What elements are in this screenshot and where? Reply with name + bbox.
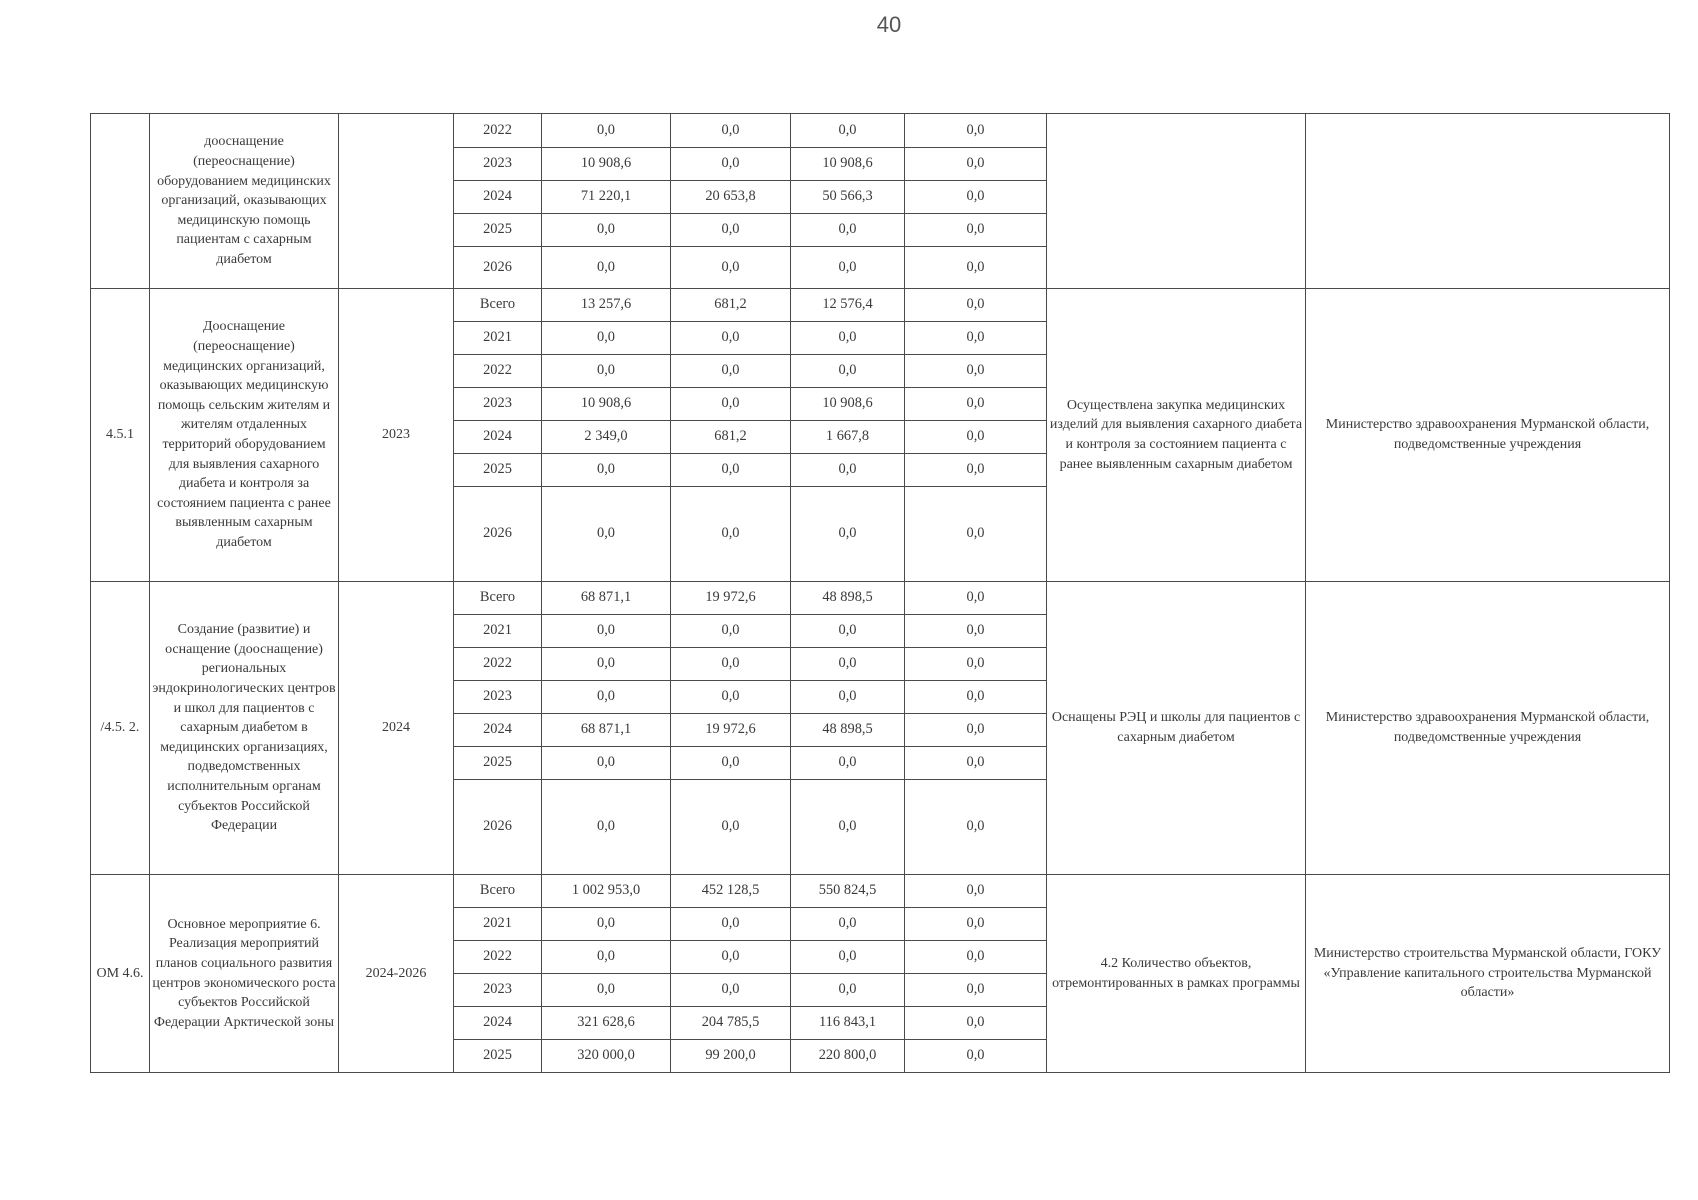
total-cell: 1 002 953,0 [542,875,671,908]
page-number: 40 [876,12,902,37]
activity-period: 2024-2026 [339,875,454,1073]
other-cell: 0,0 [905,780,1047,875]
activity-executor: Министерство здравоохранения Мурманской области, подведомственные учреждения [1306,289,1670,582]
year-cell: Всего [454,582,542,615]
year-cell: 2024 [454,181,542,214]
table-row [91,582,1670,615]
federal-cell: 681,2 [671,421,791,454]
year-cell: 2025 [454,747,542,780]
regional-cell: 48 898,5 [791,714,905,747]
other-cell: 0,0 [905,1040,1047,1073]
total-cell: 321 628,6 [542,1007,671,1040]
total-cell: 0,0 [542,114,671,148]
regional-cell: 116 843,1 [791,1007,905,1040]
activity-period [339,114,454,289]
other-cell: 0,0 [905,214,1047,247]
year-cell: 2021 [454,615,542,648]
federal-cell: 204 785,5 [671,1007,791,1040]
activity-number: ОМ 4.6. [91,875,150,1073]
federal-cell: 19 972,6 [671,582,791,615]
table-row [91,114,1670,148]
total-cell: 0,0 [542,747,671,780]
total-cell: 0,0 [542,941,671,974]
federal-cell: 0,0 [671,322,791,355]
other-cell: 0,0 [905,908,1047,941]
total-cell: 0,0 [542,487,671,582]
federal-cell: 452 128,5 [671,875,791,908]
other-cell: 0,0 [905,648,1047,681]
other-cell: 0,0 [905,487,1047,582]
regional-cell: 10 908,6 [791,148,905,181]
year-cell: 2026 [454,487,542,582]
other-cell: 0,0 [905,875,1047,908]
other-cell: 0,0 [905,941,1047,974]
other-cell: 0,0 [905,582,1047,615]
other-cell: 0,0 [905,322,1047,355]
other-cell: 0,0 [905,289,1047,322]
total-cell: 0,0 [542,681,671,714]
year-cell: 2025 [454,214,542,247]
table-row [91,289,1670,322]
total-cell: 0,0 [542,780,671,875]
total-cell: 0,0 [542,454,671,487]
total-cell: 320 000,0 [542,1040,671,1073]
regional-cell: 48 898,5 [791,582,905,615]
regional-cell: 1 667,8 [791,421,905,454]
regional-cell: 0,0 [791,214,905,247]
total-cell: 71 220,1 [542,181,671,214]
federal-cell: 0,0 [671,355,791,388]
activity-number [91,114,150,289]
activity-executor: Министерство здравоохранения Мурманской области, подведомственные учреждения [1306,582,1670,875]
federal-cell: 0,0 [671,908,791,941]
total-cell: 0,0 [542,974,671,1007]
activity-result: Оснащены РЭЦ и школы для пациентов с сахарным диабетом [1047,582,1306,875]
federal-cell: 0,0 [671,148,791,181]
year-cell: 2022 [454,941,542,974]
year-cell: 2025 [454,454,542,487]
year-cell: 2023 [454,681,542,714]
federal-cell: 0,0 [671,747,791,780]
other-cell: 0,0 [905,714,1047,747]
federal-cell: 0,0 [671,941,791,974]
regional-cell: 220 800,0 [791,1040,905,1073]
regional-cell: 10 908,6 [791,388,905,421]
program-activities-table [90,113,1670,1073]
regional-cell: 0,0 [791,247,905,289]
year-cell: 2026 [454,247,542,289]
total-cell: 0,0 [542,648,671,681]
regional-cell: 0,0 [791,615,905,648]
total-cell: 0,0 [542,247,671,289]
federal-cell: 0,0 [671,114,791,148]
regional-cell: 0,0 [791,355,905,388]
regional-cell: 0,0 [791,648,905,681]
activity-description: Дооснащение (переоснащение) медицинских организаций, оказывающих медицинскую помощь сельским жителям и жителям отдаленных территорий оборудованием для выявления сахарного диабета и контроля за состоянием пациента с ранее выявленным сахарным диабетом [150,289,339,582]
year-cell: Всего [454,289,542,322]
federal-cell: 0,0 [671,681,791,714]
year-cell: 2021 [454,322,542,355]
total-cell: 0,0 [542,214,671,247]
other-cell: 0,0 [905,1007,1047,1040]
federal-cell: 0,0 [671,454,791,487]
regional-cell: 50 566,3 [791,181,905,214]
federal-cell: 681,2 [671,289,791,322]
total-cell: 2 349,0 [542,421,671,454]
year-cell: Всего [454,875,542,908]
regional-cell: 0,0 [791,681,905,714]
year-cell: 2024 [454,1007,542,1040]
year-cell: 2025 [454,1040,542,1073]
total-cell: 68 871,1 [542,714,671,747]
year-cell: 2023 [454,148,542,181]
federal-cell: 0,0 [671,388,791,421]
federal-cell: 0,0 [671,648,791,681]
activity-number: 4.5.1 [91,289,150,582]
regional-cell: 550 824,5 [791,875,905,908]
year-cell: 2023 [454,974,542,1007]
other-cell: 0,0 [905,355,1047,388]
regional-cell: 0,0 [791,114,905,148]
other-cell: 0,0 [905,681,1047,714]
federal-cell: 0,0 [671,974,791,1007]
total-cell: 10 908,6 [542,148,671,181]
regional-cell: 0,0 [791,454,905,487]
year-cell: 2024 [454,421,542,454]
year-cell: 2022 [454,648,542,681]
regional-cell: 0,0 [791,974,905,1007]
regional-cell: 0,0 [791,322,905,355]
federal-cell: 0,0 [671,487,791,582]
year-cell: 2021 [454,908,542,941]
year-cell: 2026 [454,780,542,875]
other-cell: 0,0 [905,421,1047,454]
federal-cell: 0,0 [671,780,791,875]
regional-cell: 12 576,4 [791,289,905,322]
other-cell: 0,0 [905,974,1047,1007]
year-cell: 2024 [454,714,542,747]
year-cell: 2022 [454,114,542,148]
activity-period: 2024 [339,582,454,875]
total-cell: 13 257,6 [542,289,671,322]
regional-cell: 0,0 [791,747,905,780]
activity-result [1047,114,1306,289]
activity-description: Основное мероприятие 6. Реализация мероприятий планов социального развития центров экономического роста субъектов Российской Федерации Арктической зоны [150,875,339,1073]
total-cell: 0,0 [542,322,671,355]
activity-result: Осуществлена закупка медицинских изделий для выявления сахарного диабета и контроля за состоянием пациента с ранее выявленным сахарным диабетом [1047,289,1306,582]
federal-cell: 99 200,0 [671,1040,791,1073]
activity-description: Создание (развитие) и оснащение (дооснащение) региональных эндокринологических центров и школ для пациентов с сахарным диабетом в медицинских организациях, подведомственных исполнительным органам субъектов Российской Федерации [150,582,339,875]
activity-number: /4.5. 2. [91,582,150,875]
regional-cell: 0,0 [791,487,905,582]
activity-result: 4.2 Количество объектов, отремонтированных в рамках программы [1047,875,1306,1073]
regional-cell: 0,0 [791,941,905,974]
federal-cell: 0,0 [671,615,791,648]
other-cell: 0,0 [905,114,1047,148]
total-cell: 0,0 [542,355,671,388]
federal-cell: 20 653,8 [671,181,791,214]
other-cell: 0,0 [905,247,1047,289]
regional-cell: 0,0 [791,908,905,941]
other-cell: 0,0 [905,615,1047,648]
activity-description: дооснащение (переоснащение) оборудованием медицинских организаций, оказывающих медицинскую помощь пациентам с сахарным диабетом [150,114,339,289]
federal-cell: 0,0 [671,214,791,247]
activity-executor: Министерство строительства Мурманской области, ГОКУ «Управление капитального строительства Мурманской области» [1306,875,1670,1073]
other-cell: 0,0 [905,388,1047,421]
other-cell: 0,0 [905,747,1047,780]
year-cell: 2023 [454,388,542,421]
total-cell: 10 908,6 [542,388,671,421]
table-row [91,875,1670,908]
regional-cell: 0,0 [791,780,905,875]
activity-executor [1306,114,1670,289]
year-cell: 2022 [454,355,542,388]
other-cell: 0,0 [905,148,1047,181]
activity-period: 2023 [339,289,454,582]
federal-cell: 0,0 [671,247,791,289]
other-cell: 0,0 [905,454,1047,487]
other-cell: 0,0 [905,181,1047,214]
total-cell: 0,0 [542,908,671,941]
total-cell: 68 871,1 [542,582,671,615]
total-cell: 0,0 [542,615,671,648]
federal-cell: 19 972,6 [671,714,791,747]
